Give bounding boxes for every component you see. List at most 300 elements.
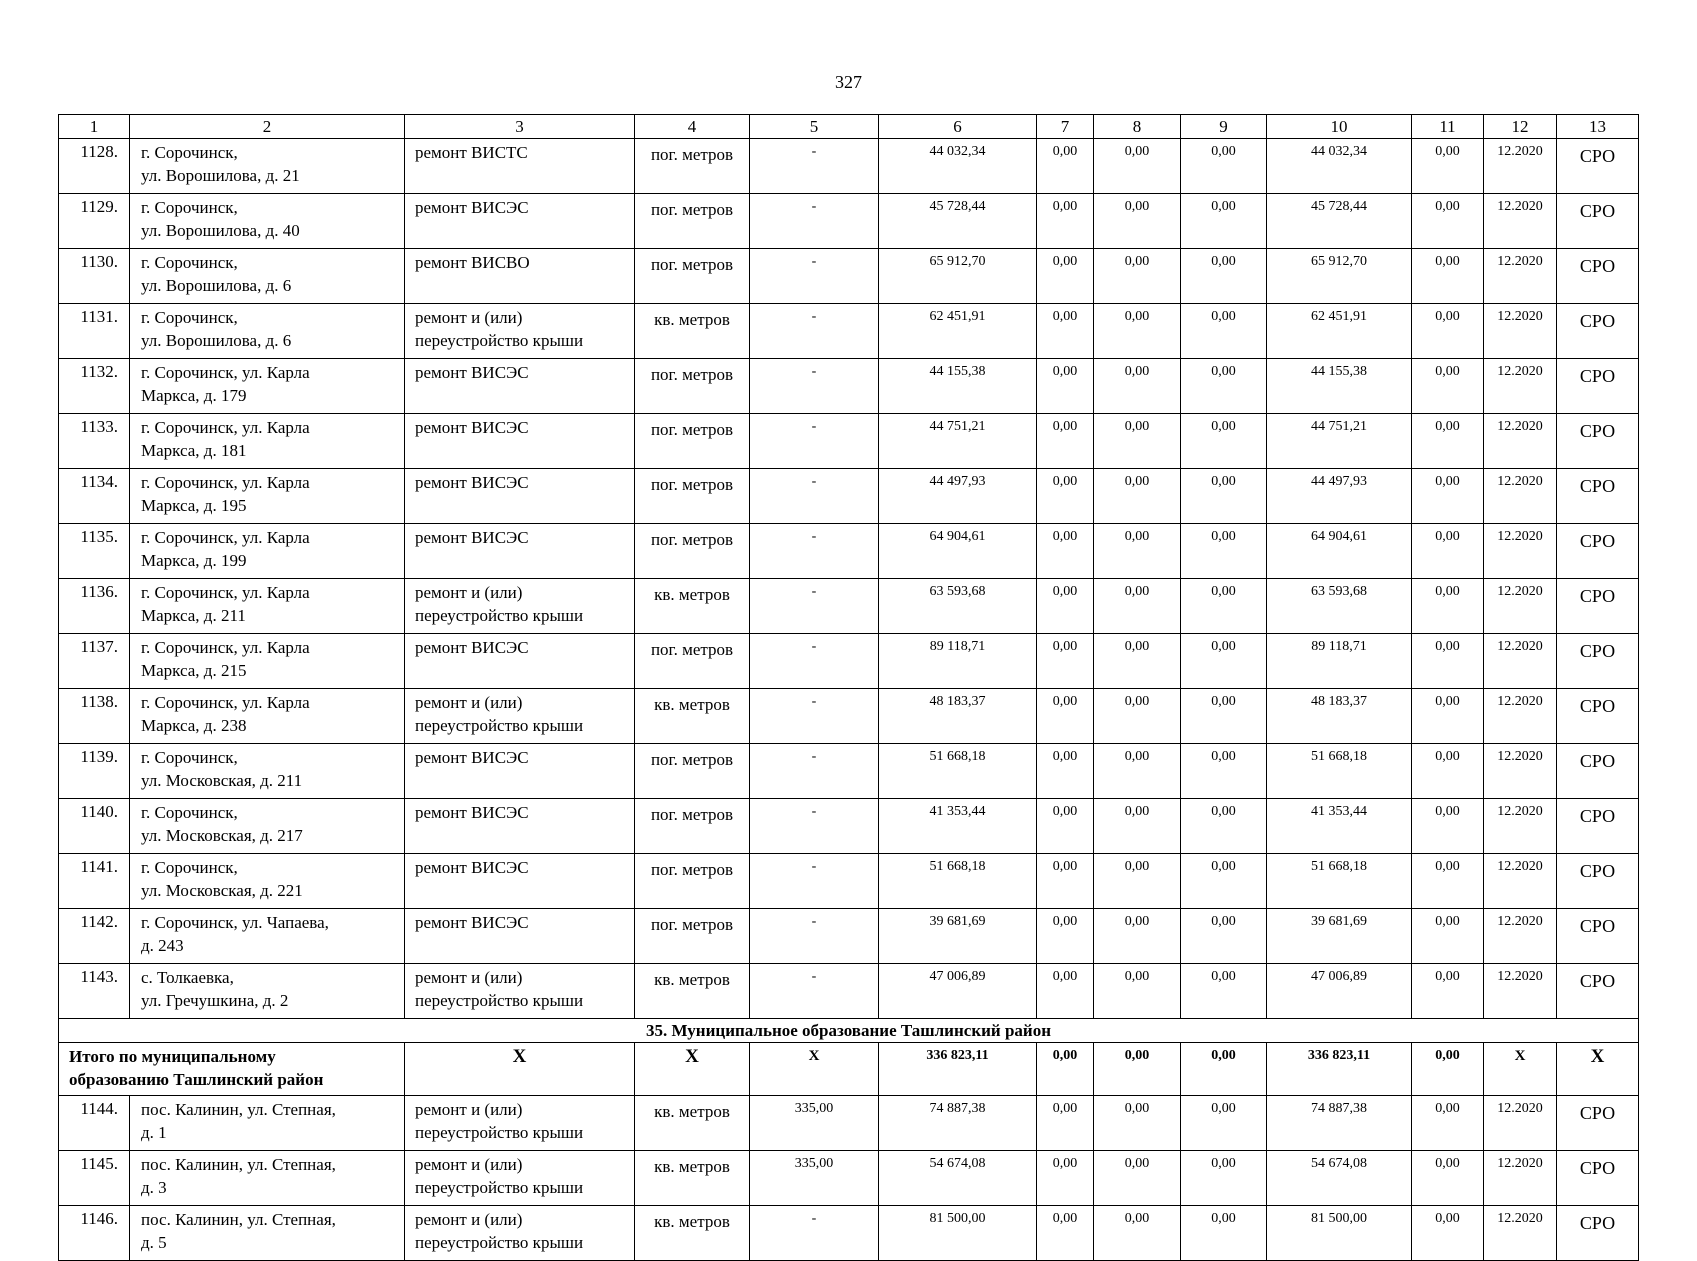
amount-cell: 0,00 (1181, 524, 1267, 579)
row-number: 1131. (59, 304, 130, 359)
volume-cell: - (750, 1206, 879, 1261)
volume-cell: - (750, 414, 879, 469)
amount-cell: 0,00 (1412, 634, 1484, 689)
row-number: 1146. (59, 1206, 130, 1261)
work-type-line: ремонт ВИСЭС (415, 638, 529, 657)
address-cell (130, 964, 405, 1019)
column-number-row (59, 115, 1639, 139)
table-row (59, 304, 1639, 359)
amount-cell: 0,00 (1037, 1206, 1094, 1261)
amount-cell: 44 751,21 (1267, 414, 1412, 469)
address-line: г. Сорочинск, (141, 803, 238, 822)
address-cell (130, 909, 405, 964)
amount-cell: 0,00 (1094, 634, 1181, 689)
volume-cell: - (750, 579, 879, 634)
amount-cell: 0,00 (1094, 689, 1181, 744)
address-line: Маркса, д. 181 (141, 441, 247, 460)
work-type-cell (405, 1151, 635, 1206)
amount-cell: 0,00 (1412, 139, 1484, 194)
amount-cell: 74 887,38 (1267, 1096, 1412, 1151)
address-cell (130, 799, 405, 854)
address-line: ул. Гречушкина, д. 2 (141, 991, 289, 1010)
amount-cell: 0,00 (1094, 579, 1181, 634)
unit-cell: кв. метров (635, 579, 750, 634)
total-label-line: Итого по муниципальному (69, 1047, 276, 1066)
amount-cell: 0,00 (1412, 414, 1484, 469)
amount-cell: 0,00 (1181, 414, 1267, 469)
volume-cell: - (750, 634, 879, 689)
table-row (59, 689, 1639, 744)
amount-cell: 0,00 (1094, 964, 1181, 1019)
work-type-cell (405, 634, 635, 689)
unit-cell: кв. метров (635, 689, 750, 744)
amount-cell: 0,00 (1181, 194, 1267, 249)
deadline-cell: 12.2020 (1484, 799, 1557, 854)
amount-cell: 0,00 (1412, 579, 1484, 634)
row-number: 1141. (59, 854, 130, 909)
work-type-line: ремонт ВИСЭС (415, 803, 529, 822)
address-line: г. Сорочинск, ул. Чапаева, (141, 913, 329, 932)
amount-cell: 0,00 (1412, 194, 1484, 249)
address-line: ул. Московская, д. 211 (141, 771, 303, 790)
total-cell: X (750, 1043, 879, 1096)
volume-cell: - (750, 249, 879, 304)
deadline-cell: 12.2020 (1484, 249, 1557, 304)
volume-cell: 335,00 (750, 1151, 879, 1206)
amount-cell: 0,00 (1094, 359, 1181, 414)
amount-cell: 0,00 (1037, 304, 1094, 359)
method-cell: СРО (1557, 579, 1639, 634)
table-row (59, 799, 1639, 854)
work-type-line: переустройство крыши (415, 331, 584, 350)
address-line: г. Сорочинск, ул. Карла (141, 583, 310, 602)
amount-cell: 0,00 (1412, 799, 1484, 854)
unit-cell: кв. метров (635, 1206, 750, 1261)
amount-cell: 0,00 (1037, 469, 1094, 524)
total-cell: X (1484, 1043, 1557, 1096)
work-type-line: переустройство крыши (415, 606, 584, 625)
address-line: д. 243 (141, 936, 184, 955)
row-number: 1129. (59, 194, 130, 249)
row-number: 1128. (59, 139, 130, 194)
amount-cell: 41 353,44 (1267, 799, 1412, 854)
column-number: 11 (1412, 115, 1484, 139)
unit-cell: пог. метров (635, 634, 750, 689)
column-number: 9 (1181, 115, 1267, 139)
amount-cell: 0,00 (1037, 359, 1094, 414)
amount-cell: 0,00 (1037, 909, 1094, 964)
volume-cell: - (750, 194, 879, 249)
method-cell: СРО (1557, 139, 1639, 194)
work-type-cell (405, 1096, 635, 1151)
address-line: д. 5 (141, 1233, 167, 1252)
cost-total-cell: 62 451,91 (879, 304, 1037, 359)
amount-cell: 0,00 (1037, 1151, 1094, 1206)
unit-cell: пог. метров (635, 194, 750, 249)
amount-cell: 0,00 (1037, 194, 1094, 249)
address-line: г. Сорочинск, (141, 858, 238, 877)
unit-cell: пог. метров (635, 854, 750, 909)
volume-cell: - (750, 854, 879, 909)
work-type-line: ремонт и (или) (415, 308, 523, 327)
cost-total-cell: 39 681,69 (879, 909, 1037, 964)
work-type-cell (405, 1206, 635, 1261)
address-line: г. Сорочинск, ул. Карла (141, 473, 310, 492)
volume-cell: - (750, 524, 879, 579)
cost-total-cell: 44 155,38 (879, 359, 1037, 414)
method-cell: СРО (1557, 469, 1639, 524)
work-type-cell (405, 964, 635, 1019)
deadline-cell: 12.2020 (1484, 359, 1557, 414)
cost-total-cell: 89 118,71 (879, 634, 1037, 689)
column-number: 1 (59, 115, 130, 139)
work-type-cell (405, 744, 635, 799)
method-cell: СРО (1557, 1206, 1639, 1261)
address-cell (130, 414, 405, 469)
amount-cell: 0,00 (1094, 469, 1181, 524)
amount-cell: 0,00 (1037, 799, 1094, 854)
work-type-line: ремонт ВИСЭС (415, 528, 529, 547)
work-type-line: ремонт и (или) (415, 968, 523, 987)
amount-cell: 0,00 (1037, 249, 1094, 304)
deadline-cell: 12.2020 (1484, 139, 1557, 194)
amount-cell: 0,00 (1412, 359, 1484, 414)
table-row (59, 414, 1639, 469)
method-cell: СРО (1557, 194, 1639, 249)
amount-cell: 0,00 (1412, 1151, 1484, 1206)
unit-cell: кв. метров (635, 964, 750, 1019)
amount-cell: 0,00 (1412, 1096, 1484, 1151)
amount-cell: 0,00 (1181, 744, 1267, 799)
work-type-cell (405, 304, 635, 359)
method-cell: СРО (1557, 744, 1639, 799)
cost-total-cell: 48 183,37 (879, 689, 1037, 744)
address-cell (130, 249, 405, 304)
amount-cell: 0,00 (1412, 249, 1484, 304)
address-line: Маркса, д. 179 (141, 386, 247, 405)
address-cell (130, 689, 405, 744)
program-table (58, 114, 1639, 1261)
amount-cell: 0,00 (1181, 799, 1267, 854)
address-line: ул. Ворошилова, д. 6 (141, 276, 292, 295)
volume-cell: - (750, 359, 879, 414)
total-cell: 0,00 (1181, 1043, 1267, 1096)
work-type-cell (405, 909, 635, 964)
deadline-cell: 12.2020 (1484, 524, 1557, 579)
address-cell (130, 304, 405, 359)
column-number: 4 (635, 115, 750, 139)
amount-cell: 0,00 (1181, 689, 1267, 744)
address-cell (130, 524, 405, 579)
row-number: 1145. (59, 1151, 130, 1206)
amount-cell: 0,00 (1412, 964, 1484, 1019)
section-row (59, 1019, 1639, 1043)
method-cell: СРО (1557, 1151, 1639, 1206)
address-line: Маркса, д. 195 (141, 496, 247, 515)
amount-cell: 64 904,61 (1267, 524, 1412, 579)
cost-total-cell: 51 668,18 (879, 854, 1037, 909)
method-cell: СРО (1557, 1096, 1639, 1151)
total-cell: 0,00 (1412, 1043, 1484, 1096)
table-row (59, 469, 1639, 524)
work-type-line: переустройство крыши (415, 1233, 584, 1252)
amount-cell: 0,00 (1181, 469, 1267, 524)
amount-cell: 0,00 (1181, 1151, 1267, 1206)
address-line: Маркса, д. 199 (141, 551, 247, 570)
amount-cell: 0,00 (1094, 854, 1181, 909)
work-type-line: ремонт и (или) (415, 1155, 523, 1174)
deadline-cell: 12.2020 (1484, 964, 1557, 1019)
address-line: г. Сорочинск, (141, 198, 238, 217)
total-cell: 336 823,11 (879, 1043, 1037, 1096)
address-line: ул. Ворошилова, д. 21 (141, 166, 300, 185)
method-cell: СРО (1557, 249, 1639, 304)
volume-cell: - (750, 304, 879, 359)
amount-cell: 0,00 (1181, 304, 1267, 359)
section-title: 35. Муниципальное образование Ташлинский район (59, 1019, 1639, 1043)
total-label-line: образованию Ташлинский район (69, 1070, 324, 1089)
table-row (59, 139, 1639, 194)
work-type-line: переустройство крыши (415, 1178, 584, 1197)
method-cell: СРО (1557, 304, 1639, 359)
unit-cell: пог. метров (635, 139, 750, 194)
work-type-line: ремонт ВИСЭС (415, 473, 529, 492)
table-row (59, 194, 1639, 249)
unit-cell: пог. метров (635, 909, 750, 964)
total-cell: 336 823,11 (1267, 1043, 1412, 1096)
amount-cell: 0,00 (1181, 634, 1267, 689)
method-cell: СРО (1557, 414, 1639, 469)
unit-cell: пог. метров (635, 359, 750, 414)
amount-cell: 0,00 (1412, 744, 1484, 799)
table-row (59, 964, 1639, 1019)
amount-cell: 0,00 (1181, 1096, 1267, 1151)
deadline-cell: 12.2020 (1484, 634, 1557, 689)
work-type-line: ремонт ВИСЭС (415, 748, 529, 767)
cost-total-cell: 45 728,44 (879, 194, 1037, 249)
column-number: 8 (1094, 115, 1181, 139)
work-type-line: переустройство крыши (415, 716, 584, 735)
address-line: пос. Калинин, ул. Степная, (141, 1100, 336, 1119)
amount-cell: 0,00 (1181, 854, 1267, 909)
method-cell: СРО (1557, 689, 1639, 744)
row-number: 1132. (59, 359, 130, 414)
table-row (59, 1151, 1639, 1206)
row-number: 1137. (59, 634, 130, 689)
address-line: г. Сорочинск, ул. Карла (141, 363, 310, 382)
row-number: 1135. (59, 524, 130, 579)
table-row (59, 634, 1639, 689)
work-type-line: ремонт ВИСВО (415, 253, 530, 272)
deadline-cell: 12.2020 (1484, 689, 1557, 744)
row-number: 1130. (59, 249, 130, 304)
address-cell (130, 744, 405, 799)
column-number: 5 (750, 115, 879, 139)
address-line: ул. Ворошилова, д. 6 (141, 331, 292, 350)
volume-cell: - (750, 909, 879, 964)
amount-cell: 0,00 (1181, 964, 1267, 1019)
amount-cell: 48 183,37 (1267, 689, 1412, 744)
deadline-cell: 12.2020 (1484, 579, 1557, 634)
amount-cell: 0,00 (1094, 249, 1181, 304)
amount-cell: 0,00 (1094, 909, 1181, 964)
total-row (59, 1043, 1639, 1096)
row-number: 1138. (59, 689, 130, 744)
row-number: 1136. (59, 579, 130, 634)
unit-cell: кв. метров (635, 1151, 750, 1206)
address-cell (130, 854, 405, 909)
address-line: г. Сорочинск, ул. Карла (141, 693, 310, 712)
work-type-cell (405, 139, 635, 194)
work-type-cell (405, 414, 635, 469)
work-type-cell (405, 854, 635, 909)
amount-cell: 0,00 (1037, 524, 1094, 579)
amount-cell: 0,00 (1412, 854, 1484, 909)
address-line: г. Сорочинск, ул. Карла (141, 528, 310, 547)
cost-total-cell: 41 353,44 (879, 799, 1037, 854)
cost-total-cell: 44 497,93 (879, 469, 1037, 524)
amount-cell: 0,00 (1037, 1096, 1094, 1151)
amount-cell: 44 155,38 (1267, 359, 1412, 414)
cost-total-cell: 54 674,08 (879, 1151, 1037, 1206)
total-cell: 0,00 (1037, 1043, 1094, 1096)
amount-cell: 0,00 (1412, 304, 1484, 359)
table-row (59, 854, 1639, 909)
deadline-cell: 12.2020 (1484, 194, 1557, 249)
unit-cell: пог. метров (635, 524, 750, 579)
amount-cell: 0,00 (1094, 1096, 1181, 1151)
column-number: 12 (1484, 115, 1557, 139)
work-type-line: ремонт ВИСТС (415, 143, 528, 162)
deadline-cell: 12.2020 (1484, 744, 1557, 799)
row-number: 1139. (59, 744, 130, 799)
deadline-cell: 12.2020 (1484, 1151, 1557, 1206)
column-number: 6 (879, 115, 1037, 139)
address-cell (130, 359, 405, 414)
work-type-cell (405, 689, 635, 744)
address-line: пос. Калинин, ул. Степная, (141, 1210, 336, 1229)
amount-cell: 0,00 (1181, 249, 1267, 304)
deadline-cell: 12.2020 (1484, 304, 1557, 359)
amount-cell: 0,00 (1094, 744, 1181, 799)
amount-cell: 65 912,70 (1267, 249, 1412, 304)
column-number: 2 (130, 115, 405, 139)
address-line: г. Сорочинск, (141, 308, 238, 327)
total-cell: X (405, 1043, 635, 1096)
row-number: 1140. (59, 799, 130, 854)
table-row (59, 1206, 1639, 1261)
volume-cell: - (750, 139, 879, 194)
amount-cell: 0,00 (1412, 1206, 1484, 1261)
work-type-line: ремонт ВИСЭС (415, 913, 529, 932)
amount-cell: 0,00 (1094, 524, 1181, 579)
work-type-cell (405, 469, 635, 524)
volume-cell: - (750, 469, 879, 524)
work-type-line: переустройство крыши (415, 991, 584, 1010)
address-cell (130, 634, 405, 689)
amount-cell: 0,00 (1037, 634, 1094, 689)
column-number: 13 (1557, 115, 1639, 139)
amount-cell: 0,00 (1037, 139, 1094, 194)
address-line: с. Толкаевка, (141, 968, 234, 987)
page-number: 327 (835, 72, 862, 92)
amount-cell: 0,00 (1037, 689, 1094, 744)
work-type-cell (405, 359, 635, 414)
amount-cell: 39 681,69 (1267, 909, 1412, 964)
deadline-cell: 12.2020 (1484, 909, 1557, 964)
amount-cell: 0,00 (1181, 1206, 1267, 1261)
amount-cell: 0,00 (1094, 139, 1181, 194)
volume-cell: - (750, 744, 879, 799)
address-line: пос. Калинин, ул. Степная, (141, 1155, 336, 1174)
work-type-line: ремонт и (или) (415, 1100, 523, 1119)
amount-cell: 51 668,18 (1267, 744, 1412, 799)
total-cell: X (635, 1043, 750, 1096)
unit-cell: кв. метров (635, 304, 750, 359)
address-cell (130, 194, 405, 249)
work-type-cell (405, 579, 635, 634)
cost-total-cell: 51 668,18 (879, 744, 1037, 799)
total-cell: X (1557, 1043, 1639, 1096)
column-number: 10 (1267, 115, 1412, 139)
address-line: г. Сорочинск, ул. Карла (141, 638, 310, 657)
address-line: г. Сорочинск, ул. Карла (141, 418, 310, 437)
method-cell: СРО (1557, 359, 1639, 414)
address-line: ул. Ворошилова, д. 40 (141, 221, 300, 240)
address-line: ул. Московская, д. 217 (141, 826, 303, 845)
work-type-cell (405, 799, 635, 854)
cost-total-cell: 44 751,21 (879, 414, 1037, 469)
amount-cell: 89 118,71 (1267, 634, 1412, 689)
amount-cell: 0,00 (1037, 579, 1094, 634)
amount-cell: 44 032,34 (1267, 139, 1412, 194)
address-cell (130, 1206, 405, 1261)
amount-cell: 0,00 (1412, 689, 1484, 744)
unit-cell: пог. метров (635, 414, 750, 469)
work-type-line: ремонт и (или) (415, 693, 523, 712)
method-cell: СРО (1557, 964, 1639, 1019)
table-row (59, 359, 1639, 414)
total-label (59, 1043, 405, 1096)
amount-cell: 0,00 (1181, 359, 1267, 414)
amount-cell: 45 728,44 (1267, 194, 1412, 249)
unit-cell: пог. метров (635, 469, 750, 524)
row-number: 1142. (59, 909, 130, 964)
row-number: 1133. (59, 414, 130, 469)
work-type-line: переустройство крыши (415, 1123, 584, 1142)
column-number: 3 (405, 115, 635, 139)
method-cell: СРО (1557, 909, 1639, 964)
amount-cell: 0,00 (1094, 799, 1181, 854)
amount-cell: 0,00 (1094, 1151, 1181, 1206)
address-line: Маркса, д. 238 (141, 716, 247, 735)
amount-cell: 54 674,08 (1267, 1151, 1412, 1206)
work-type-line: ремонт ВИСЭС (415, 198, 529, 217)
work-type-cell (405, 524, 635, 579)
amount-cell: 0,00 (1412, 469, 1484, 524)
work-type-line: ремонт ВИСЭС (415, 418, 529, 437)
deadline-cell: 12.2020 (1484, 469, 1557, 524)
cost-total-cell: 74 887,38 (879, 1096, 1037, 1151)
amount-cell: 0,00 (1037, 854, 1094, 909)
amount-cell: 44 497,93 (1267, 469, 1412, 524)
amount-cell: 0,00 (1412, 524, 1484, 579)
address-line: г. Сорочинск, (141, 253, 238, 272)
unit-cell: кв. метров (635, 1096, 750, 1151)
unit-cell: пог. метров (635, 249, 750, 304)
method-cell: СРО (1557, 524, 1639, 579)
amount-cell: 0,00 (1094, 194, 1181, 249)
